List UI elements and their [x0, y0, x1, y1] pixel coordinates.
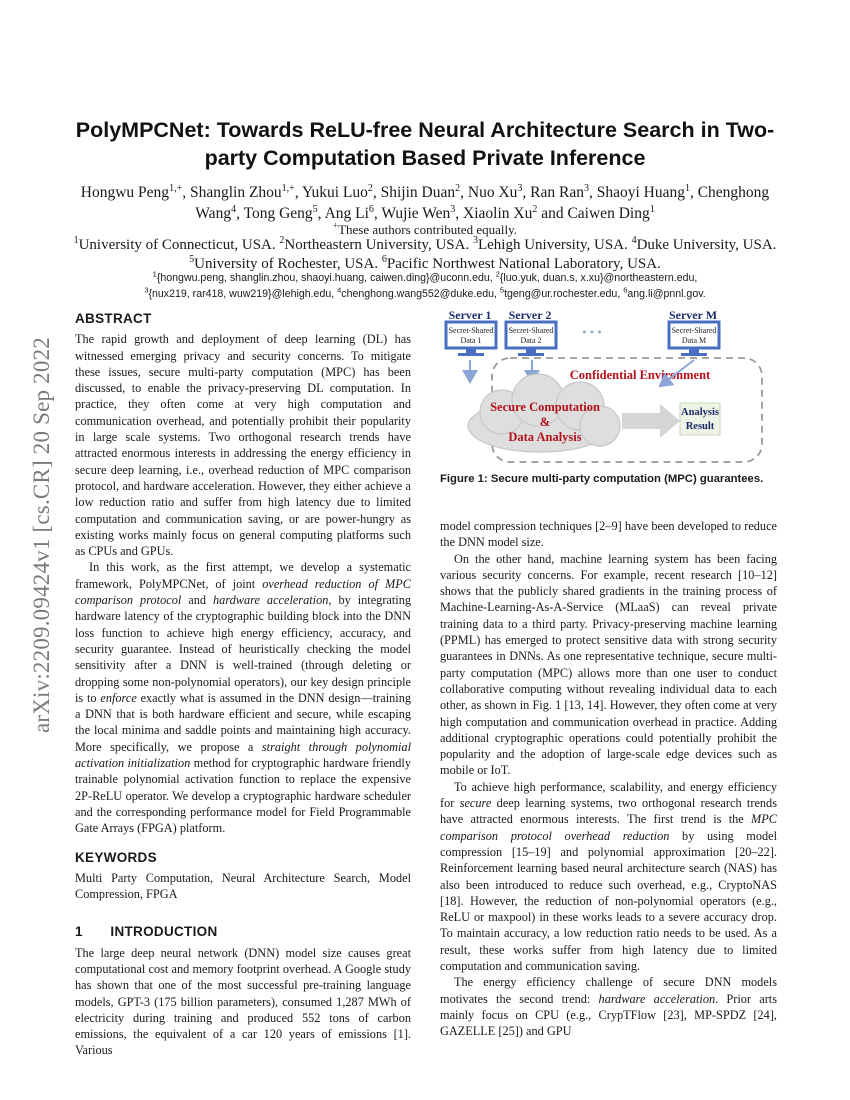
- affiliation-mark: 1: [73, 235, 79, 246]
- server-2-line2: Data 2: [520, 336, 542, 345]
- email-mark: 6: [623, 285, 628, 295]
- author-name: Ang Li: [324, 205, 369, 222]
- affiliation-mark: 2: [279, 235, 285, 246]
- author-name: Caiwen Ding: [567, 205, 650, 222]
- affiliation-text: University of Connecticut, USA.: [78, 237, 280, 253]
- server-1-base: [458, 353, 484, 356]
- cloud-line-3: Data Analysis: [508, 430, 582, 444]
- text-run: and: [181, 593, 214, 608]
- analysis-result-line1: Analysis: [681, 407, 719, 418]
- arxiv-stamp-text: arXiv:2209.09424v1 [cs.CR] 20 Sep 2022: [29, 336, 54, 734]
- email-mark: 2: [495, 269, 500, 279]
- text-run: . Prior arts mainly focus on CPU (e.g., CrypTFlow [23], MP-SPDZ [24], GAZELLE [25]) and GPU: [440, 991, 777, 1039]
- right-paragraph-3: [440, 779, 777, 975]
- left-column: [75, 311, 411, 1059]
- affiliation-mark: 6: [381, 254, 387, 265]
- keywords-text: Multi Party Computation, Neural Architecture Search, Model Compression, FPGA: [75, 870, 411, 902]
- abstract-paragraph-2: [75, 559, 411, 836]
- author-name: Nuo Xu: [467, 184, 518, 201]
- email-text: {luo.yuk, duan.s, x.xu}@northeastern.edu,: [499, 272, 698, 284]
- affiliation-text: Duke University, USA.: [636, 237, 777, 253]
- server-m: [669, 308, 719, 356]
- author-name: Chenghong Wang: [195, 184, 770, 222]
- email-mark: 1: [152, 269, 157, 279]
- text-run: exactly what is assumed in the DNN design—training a DNN that is both hardware efficient and secure, while escaping the local minima and saddle points and maintaining high accuracy. More specifically, we propose a: [75, 690, 411, 754]
- author-affiliation-mark: 2: [455, 182, 461, 194]
- email-mark: 4: [337, 285, 342, 295]
- emphasis-run: hardware acceleration: [598, 991, 716, 1006]
- server-m-title: Server M: [668, 308, 718, 322]
- email-mark: 5: [499, 285, 505, 295]
- author-affiliation-mark: 1: [684, 182, 690, 194]
- author-affiliation-mark: 1,+: [281, 182, 295, 194]
- author-name: Shanglin Zhou: [189, 184, 282, 201]
- introduction-heading: 1 INTRODUCTION: [75, 924, 218, 940]
- emphasis-run: straight through polynomial activation initialization: [75, 739, 412, 771]
- keywords-heading: KEYWORDS: [75, 849, 157, 865]
- abstract-heading: ABSTRACT: [75, 311, 152, 326]
- confidential-environment-label: Confidential Environment: [569, 368, 711, 382]
- abstract-paragraph-1: The rapid growth and deployment of deep learning (DL) has witnessed emerging privacy and security concerns. To mitigate these issues, secure multi-party computation (MPC) has been discussed, to enable the privacy-preserving DL computation. In practice, they often come at very high computation and communication overhead, and potentially prohibit their popularity in large scale systems. Two orthogonal research trends have attracted enormous interests in addressing the energy efficiency in secure deep learning, i.e., overhead reduction of MPC comparison protocol, and hardware acceleration. However, they either achieve a low reduction ratio and suffer from high latency due to limited computation and communication saving, or are power-hungry as existing works mainly focus on general computing platforms such as CPUs and GPUs.: [75, 332, 411, 559]
- author-name: Xiaolin Xu: [463, 205, 533, 222]
- text-run: by using model compression [15–19] and polynomial approximation [20–22]. Reinforcement learning based neural architecture search (NAS) has also been introduced to reduce such overhead, e.g., CryptoNAS [18]. However, the reduction of non-polynomial operators (e.g., ReLU or maxpool) in these works leads to a severe accuracy drop. To maintain accuracy, a low reduction ratio needs to be used. As a result, these works suffer from high latency due to limited computation and communication saving.: [440, 828, 777, 974]
- text-run: To achieve high performance, scalability, and energy efficiency for: [440, 779, 777, 811]
- emphasis-run: MPC comparison protocol overhead reduction: [440, 812, 777, 843]
- text-run: method for cryptographic hardware friendly trainable polynomial activation function to replace the expensive 2P-ReLU operator. We develop a cryptographic hardware scheduler and the corresponding performance model for Field Programmable Gate Arrays (FPGA) platform.: [75, 756, 411, 836]
- email-text: {hongwu.peng, shanglin.zhou, shaoyi.huang, caiwen.ding}@uconn.edu,: [156, 272, 496, 284]
- author-list: Hongwu Peng$^{1,+}$, Shanglin Zhou$^{1,+}$, Yukui Luo$^2$, Shijin Duan$^2$, Nuo Xu$^3$, Ran Ran$^3$, Shaoyi Huang$^1$, Chenghong Wang$^4$, Tong Geng$^5$, Ang Li$^6$, Wujie Wen$^3$, Xiaolin Xu$^2$ and Caiwen Ding$^1$: [80, 182, 770, 222]
- affiliation-text: University of Rochester, USA.: [194, 256, 382, 272]
- author-affiliation-mark: 1: [649, 203, 655, 215]
- author-affiliation-mark: 3: [450, 203, 456, 215]
- server-1-line2: Data 1: [460, 336, 482, 345]
- author-affiliation-mark: 4: [231, 203, 237, 215]
- author-name: Shijin Duan: [380, 184, 456, 201]
- equal-note-mark: +: [332, 220, 339, 231]
- text-run: , by integrating hardware latency of the cryptographic building block into the DNN loss function to achieve high energy efficiency, accuracy, and security guarantee. Instead of heuristically checking the model sensitivity after a DNN is well-trained (through deleting or dropping some non-polynomial operators), our key design principle is to: [75, 593, 412, 705]
- emphasis-run: secure: [459, 796, 492, 811]
- author-affiliation-mark: 2: [367, 182, 373, 194]
- arxiv-stamp: [22, 300, 62, 770]
- equal-note-text: These authors contributed equally.: [338, 222, 517, 237]
- affiliation-mark: 5: [189, 254, 195, 265]
- author-affiliation-mark: 5: [312, 203, 318, 215]
- server-2: [506, 308, 556, 356]
- figure-caption: Figure 1: Secure multi-party computation (MPC) guarantees.: [440, 473, 764, 485]
- affiliation-text: Pacific Northwest National Laboratory, USA.: [386, 256, 661, 272]
- server-m-line1: Secret-Shared: [671, 326, 717, 335]
- text-run: The energy efficiency challenge of secure DNN models motivates the second trend:: [440, 975, 777, 1006]
- server-2-line1: Secret-Shared: [508, 326, 554, 335]
- paper-title: PolyMPCNet: Towards ReLU-free Neural Architecture Search in Two-party Computation Based Private Inference: [75, 118, 775, 170]
- server-2-stand: [526, 349, 536, 353]
- affiliation-text: Northeastern University, USA.: [284, 237, 473, 253]
- email-text: chenghong.wang552@duke.edu,: [341, 288, 500, 300]
- author-affiliation-mark: 1,+: [169, 182, 183, 194]
- author-name: Wujie Wen: [381, 205, 451, 222]
- affiliation-list: [70, 236, 780, 274]
- mpc-figure: [440, 308, 777, 466]
- author-name: Shaoyi Huang: [596, 184, 685, 201]
- server-1-stand: [466, 349, 476, 353]
- right-column: [440, 518, 777, 1040]
- emphasis-run: overhead reduction of MPC comparison protocol: [75, 576, 412, 608]
- email-text: tgeng@ur.rochester.edu,: [504, 288, 624, 300]
- email-mark: 3: [144, 285, 149, 295]
- text-run: In this work, as the first attempt, we develop a systematic framework, PolyMPCNet, of joint: [75, 560, 411, 591]
- affiliation-mark: 3: [472, 235, 478, 246]
- cloud-line-2: &: [539, 415, 551, 429]
- server-2-base: [518, 353, 544, 356]
- affiliation-mark: 4: [631, 235, 637, 246]
- author-name: Ran Ran: [530, 184, 584, 201]
- servers-ellipsis: • • •: [582, 325, 602, 339]
- author-affiliation-mark: 3: [517, 182, 523, 194]
- server-1-line1: Secret-Shared: [448, 326, 494, 335]
- intro-paragraph-1: The large deep neural network (DNN) model size causes great computational cost and memory footprint overhead. A Google study has shown that one of the most successful pre-training language models, GPT-3 (175 billion parameters), consumed 1,287 MWh of electricity during training and produced 552 tons of carbon emissions, the equivalent of a car 120 years of emissions [1]. Various: [75, 945, 411, 1058]
- server-1: [446, 308, 496, 356]
- result-arrow: [622, 404, 680, 438]
- author-name: Tong Geng: [243, 205, 313, 222]
- affiliation-text: Lehigh University, USA.: [477, 237, 632, 253]
- emphasis-run: enforce: [100, 690, 137, 705]
- author-affiliation-mark: 3: [583, 182, 589, 194]
- email-text: ang.li@pnnl.gov.: [627, 288, 706, 300]
- emphasis-run: hardware acceleration: [213, 593, 329, 608]
- author-affiliation-mark: 2: [532, 203, 538, 215]
- email-text: {nux219, rar418, wuw219}@lehigh.edu,: [148, 288, 338, 300]
- text-run: deep learning systems, two orthogonal research trends have attracted enormous interests. The first trend is the: [440, 796, 777, 827]
- analysis-result-line2: Result: [685, 421, 715, 432]
- server-m-line2: Data M: [681, 336, 707, 345]
- cloud-line-1: Secure Computation: [490, 400, 600, 414]
- right-paragraph-4: [440, 974, 777, 1039]
- email-list: [60, 270, 790, 302]
- server-m-base: [681, 353, 707, 356]
- server-1-title: Server 1: [448, 308, 492, 322]
- server-2-title: Server 2: [508, 308, 552, 322]
- right-paragraph-2: On the other hand, machine learning system has been facing various security concerns. For example, recent research [10–12] shows that the publicly shared gradients in the training process of Machine-Learning-As-A-Service (MLaaS) can reveal private training data to a third party. Privacy-preserving machine learning (PPML) has emerged to protect sensitive data with strong security guarantees in DNNs. As one representative technique, secure multi-party computation (MPC) allows more than one user to conduct collaborative computing without revealing individual data to each other, as shown in Fig. 1 [13, 14]. However, they often come at very high computation and communication overhead in practice. Adding additional cryptographic operations could potentially prohibit the popularity and the adoption of large-scale edge devices such as mobile or IoT.: [440, 551, 777, 778]
- author-affiliation-mark: 6: [368, 203, 374, 215]
- right-paragraph-1: model compression techniques [2–9] have been developed to reduce the DNN model size.: [440, 519, 777, 550]
- server-m-stand: [689, 349, 699, 353]
- author-name: Yukui Luo: [302, 184, 368, 201]
- author-name: Hongwu Peng: [80, 184, 170, 201]
